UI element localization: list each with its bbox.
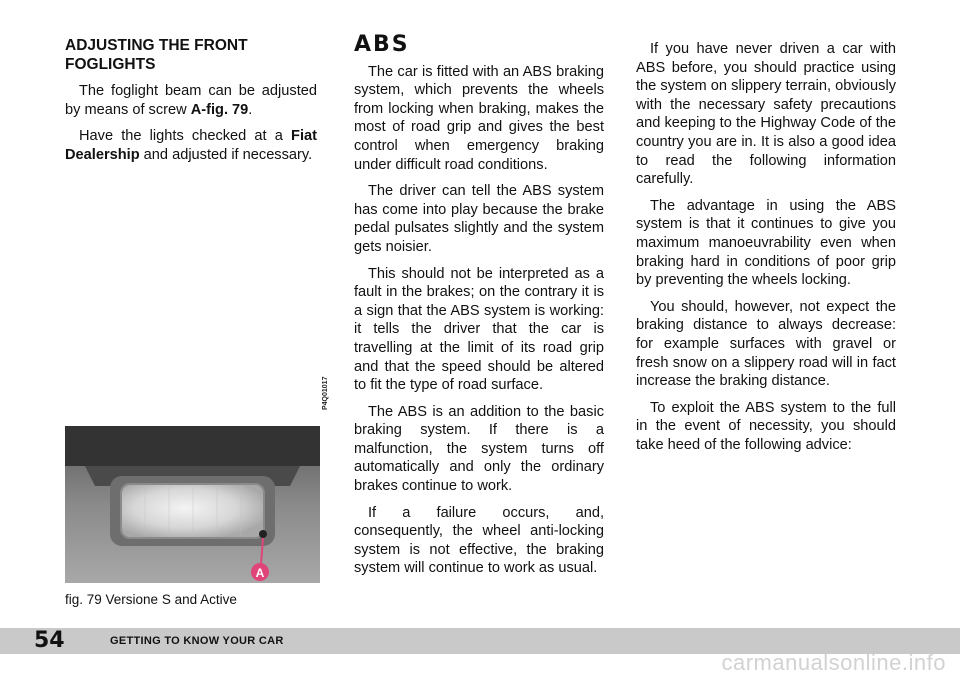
page-number: 54 [34,628,65,653]
abs-advice-paragraph: To exploit the ABS system to the full in the event of necessity, you should take heed of the following advice: [636,399,896,453]
foglight-p1-end: . [248,101,253,118]
abs-paragraph: The ABS is an addition to the basic braking system. If there is a malfunction, the system turns off automatically and only the ordinary brakes continue to work. [354,403,604,495]
foglight-p2-end: and adjusted if necessary. [139,146,313,163]
abs-advice-paragraph: You should, however, not expect the braking distance to always decrease: for example surfaces with gravel or fresh snow on a slippery road will in fact increase the braking distance. [636,298,896,390]
foglight-paragraph-2 [65,127,317,164]
abs-paragraph: This should not be interpreted as a fault in the brakes; on the contrary it is a sign that the ABS system is working: it tells the driver that the car is travelling at the limit of its road grip and that the speed should be altered to fit the type of road surface. [354,265,604,394]
label-a-text: A [255,566,265,580]
section-title: GETTING TO KNOW YOUR CAR [110,635,284,647]
abs-paragraph: The driver can tell the ABS system has come into play because the brake pedal pulsates slightly and the system gets noisier. [354,183,604,255]
abs-paragraph: The car is fitted with an ABS braking system, which prevents the wheels from locking when braking, makes the most of road grip and gives the best control when emergency braking under difficult road conditions. [354,63,604,173]
foglight-photo [65,426,320,583]
abs-advice-section [636,40,896,462]
adjusting-screw [259,530,267,538]
abs-advice-paragraph: The advantage in using the ABS system is that it continues to give you maximum manoeuvrability even when braking hard in conditions of poor grip by preventing the wheels locking. [636,197,896,289]
foglight-heading: ADJUSTING THE FRONT FOGLIGHTS [65,37,248,73]
abs-paragraph: If a failure occurs, and, consequently, the wheel anti-locking system is not effective, the braking system will continue to work as usual. [354,504,604,577]
figure-code: P4Q01017 [322,376,329,410]
foglight-p1-text: The foglight beam can be adjusted by means of screw [65,83,317,118]
watermark: carmanualsonline.info [721,650,946,675]
foglight-section [65,36,317,172]
figure-caption: fig. 79 Versione S and Active [65,592,237,607]
abs-title: ABS [354,32,410,57]
abs-advice-paragraph: If you have never driven a car with ABS before, you should practice using the system on slippery terrain, obviously with the necessary safety precautions and keeping to the Highway Code of the country you are in. It is also a good idea to read the following information carefully. [636,41,896,188]
foglight-paragraph-1 [65,82,317,119]
dealership-bold: Fiat Dealership [65,128,317,163]
figure-reference: A-fig. 79 [190,101,249,118]
foglight-illustration [65,426,320,583]
foglight-p2-text: Have the lights checked at a [79,128,292,145]
abs-section [354,32,604,586]
